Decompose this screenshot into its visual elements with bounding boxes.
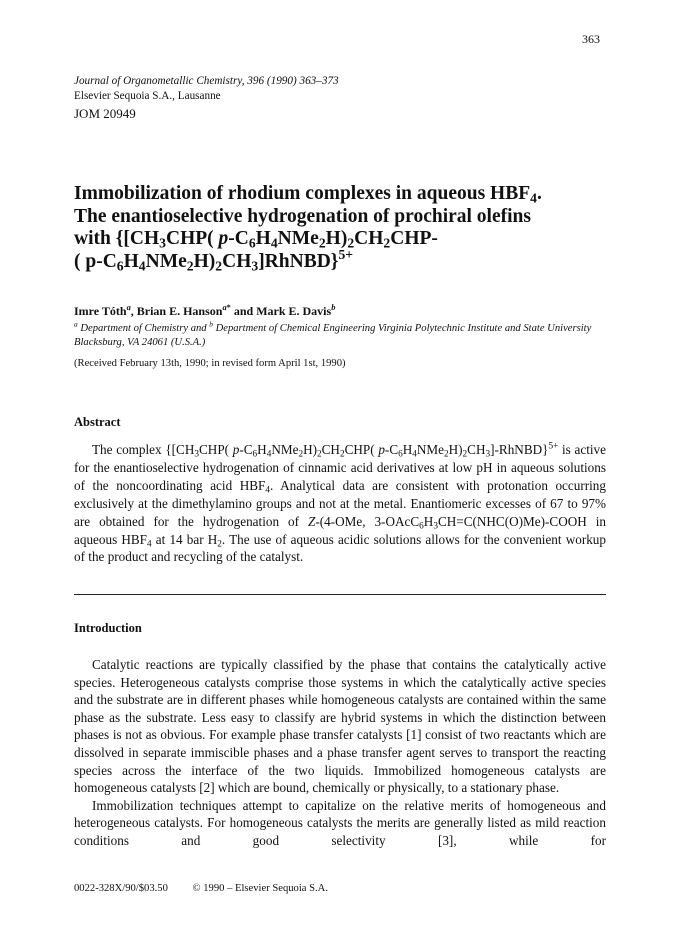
footer <box>74 883 350 894</box>
title-line-4: ( p-C <box>74 250 117 272</box>
abstract-text: The complex {[$CH_3CHP$( $p-C_6H_4NMe_2H)_2CH_2CHP$( $p-C_6H_4NMe_2H)_2CH_3]-RhNBD\}^{5+}$ is active for the enantioselective hydrogenation of cinnamic acid derivatives at low pH in aqueous solutions of the noncoordinating acid $HBF_4$. Analytical data are consistent with protonation occurring exclusively at the dimethylamino groups and not at the metal. Enantiomeric excesses of 67 to 97% are obtained for the hydrogenation of Z-(4-OMe, $3-OAcC_6H_3CH=C(NHC(O)Me)$-COOH in aqueous $HBF_4$ at 14 bar $H_2$. The use of aqueous acidic solutions allows for the convenient workup of the product and recycling of the catalyst. <box>74 440 607 565</box>
introduction-heading: Introduction <box>74 621 142 635</box>
author-3: Mark E. Davis <box>256 304 332 318</box>
introduction-body <box>74 656 606 850</box>
article-title: Immobilization of rhodium complexes in aqueous $HBF_4$. The enantioselective hydrogenation of prochiral olefins with {[$CH_3CHP$( $p-C_6H_4NMe_2H)_2CH_2CHP-$ ( $p-C_6H_4NMe_2H)_2CH_3]RhNBD\}^{5+}$ <box>74 183 614 273</box>
journal-citation: Journal of Organometallic Chemistry, 396 (1990) 363–373 <box>74 75 339 87</box>
jom-id: JOM 20949 <box>74 106 136 121</box>
publisher: Elsevier Sequoia S.A., Lausanne <box>74 90 221 102</box>
footer-code: 0022-328X/90/$03.50 <box>74 883 168 894</box>
paragraph-2: Immobilization techniques attempt to capitalize on the relative merits of homogeneous and heterogeneous catalysts. For homogeneous catalysts the merits are generally listed as mild reaction conditions and good selectivity [3], while for <box>74 797 606 848</box>
journal-header <box>74 74 339 121</box>
title-line-2: The enantioselective hydrogenation of prochiral olefins <box>74 205 531 227</box>
affiliation-part-1: Department of Chemistry and <box>80 323 207 334</box>
title-line-1: Immobilization of rhodium complexes in aqueous HBF <box>74 183 531 204</box>
affiliation-part-2: Department of Chemical Engineering Virginia Polytechnic Institute and State University Blacksburg, VA 24061 (U.S.A.) <box>74 323 592 348</box>
section-divider <box>74 594 606 595</box>
affiliation: $^a$ Department of Chemistry and $^b$ Department of Chemical Engineering Virginia Polytechnic Institute and State University Blacksburg, VA 24061 (U.S.A.) <box>74 319 592 348</box>
title-line-3: with {[CH <box>74 228 160 249</box>
author-1: Imre Tóth <box>74 304 127 318</box>
authors: Imre Tóth$^a$, Brian E. Hanson$^{a*}$ and Mark E. Davis$^b$ <box>74 302 336 318</box>
page-number: 363 <box>582 32 600 46</box>
received-dates: (Received February 13th, 1990; in revised form April 1st, 1990) <box>74 358 346 369</box>
author-2: Brian E. Hanson <box>136 304 223 318</box>
abstract-start: The complex <box>92 442 162 457</box>
abstract-heading: Abstract <box>74 415 121 429</box>
paragraph-1: Catalytic reactions are typically classified by the phase that contains the catalytically active species. Heterogeneous catalysts comprise those systems in which the catalytically active species and the substrate are in different phases while homogeneous catalysts are contained within the same phase as the substrate. Less easy to classify are hybrid systems in which the distinction between phases is not as obvious. For example phase transfer catalysts [1] consist of two reactants which are dissolved in separate immiscible phases and a phase transfer agent serves to transport the reacting species across the interface of the two liquids. Immobilized homogeneous catalysts are homogeneous catalysts [2] which are bound, chemically or physically, to a stationary phase. <box>74 657 606 796</box>
footer-copyright: © 1990 – Elsevier Sequoia S.A. <box>192 883 328 894</box>
